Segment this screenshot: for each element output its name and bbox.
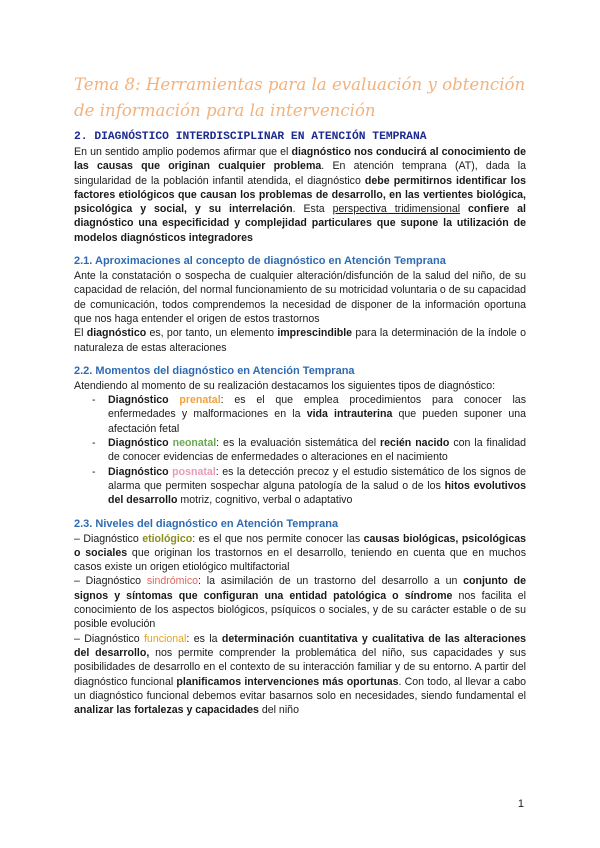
document-title: Tema 8: Herramientas para la evaluación y obtención de información para la intervención <box>74 75 526 120</box>
document-page <box>74 72 526 717</box>
list-item-posnatal: - Diagnóstico posnatal: es la detección precoz y el estudio sistemático de los signos de alarma que permiten sospechar alguna patología de la salud o de los hitos evolutivos del desarrollo motriz, cognitivo, verbal o adaptativo <box>92 465 526 508</box>
level-sindromico: – Diagnóstico sindrómico: la asimilación de un trastorno del desarrollo a un conjunto de signos y síntomas que configuran una entidad patológica o síndrome nos facilita el conocimiento de los aspectos biológicos, psíquicos o sociales, y de su carácter estable o de su posible evolución <box>74 575 526 631</box>
section-heading-2-3: 2.3. Niveles del diagnóstico en Atención Temprana <box>74 517 339 530</box>
section-heading-2-1: 2.1. Aproximaciones al concepto de diagnóstico en Atención Temprana <box>74 255 446 268</box>
section-heading-2-2: 2.2. Momentos del diagnóstico en Atención Temprana <box>74 364 355 377</box>
list-item-prenatal: - Diagnóstico prenatal: es el que emplea procedimientos para conocer las enfermedades y malformaciones en la vida intrauterina que pueden suponer una afectación fetal <box>92 393 526 436</box>
section-2-2-intro: Atendiendo al momento de su realización destacamos los siguientes tipos de diagnóstico: <box>74 379 496 392</box>
list-item-neonatal: - Diagnóstico neonatal: es la evaluación sistemática del recién nacido con la finalidad de conocer evidencias de enfermedades o alteraciones en el nacimiento <box>92 436 526 465</box>
page-number: 1 <box>517 798 524 810</box>
level-funcional: – Diagnóstico funcional: es la determinación cuantitativa y cualitativa de las alteraciones del desarrollo, nos permite comprender la problemática del niño, sus capacidades y sus posibilidades de desarrollo en el contexto de su interacción familiar y de su entorno. A partir del diagnóstico funcional planificamos intervenciones más oportunas. Con todo, al llevar a cabo un diagnóstico funcional debemos evitar basarnos solo en necesidades, siendo fundamental el analizar las fortalezas y capacidades del niño <box>74 632 526 717</box>
section-2-paragraph: En un sentido amplio podemos afirmar que el diagnóstico nos conducirá al conocimiento de las causas que originan cualquier problema. En atención temprana (AT), dada la singularidad de la población infantil atendida, el diagnóstico debe permitirnos identificar los factores etiológicos que causan los problemas de desarrollo, en las vertientes biológica, psicológica y social, y su interrelación. Esta perspectiva tridimensional confiere al diagnóstico una especificidad y complejidad particulares que supone la utilización de modelos diagnósticos integradores <box>74 146 527 244</box>
section-2-1-paragraph-2: El diagnóstico es, por tanto, un elemento imprescindible para la determinación de la índole o naturaleza de estas alteraciones <box>74 327 526 354</box>
diagnosis-moments-list <box>74 393 526 507</box>
section-heading-2: 2. DIAGNÓSTICO INTERDISCIPLINAR EN ATENCIÓN TEMPRANA <box>74 131 427 143</box>
section-2-1-paragraph-1: Ante la constatación o sospecha de cualquier alteración/disfunción de la salud del niño, de su capacidad de relación, del normal funcionamiento de su motricidad voluntaria o de su capacidad de comunicación, todos comprendemos la necesidad de disponer de la información oportuna que nos haga entender el origen de estos trastornos <box>74 270 526 325</box>
level-etiologico: – Diagnóstico etiológico: es el que nos permite conocer las causas biológicas, psicológicas o sociales que originan los trastornos en el desarrollo, teniendo en cuenta que en muchos casos existe un origen etiológico multifactorial <box>74 532 527 574</box>
